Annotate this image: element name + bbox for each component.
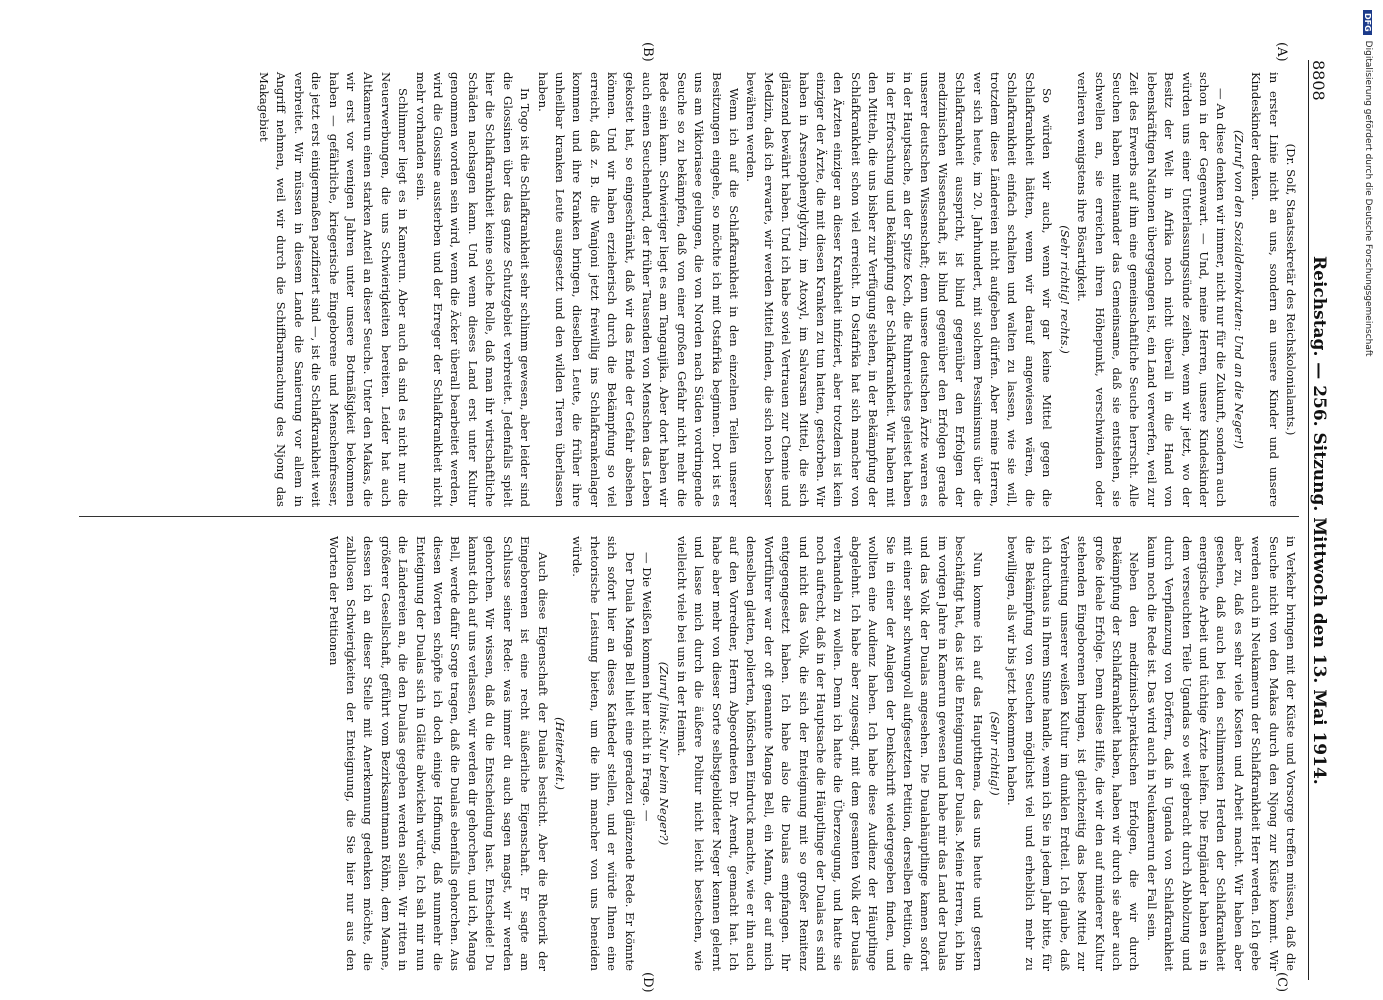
paragraph: — An diese denken wir immer, nicht nur für die Zukunft, sondern auch schon in der Gegenwart. — Und, meine Herren, unsere Kindeskinder würden uns einer Unterlassungssünde zeihen, wenn wir jetzt, wo der Besitz der Welt in Afrika noch nicht überall in die Hand von lebenskräftigen Nationen übergegangen ist, ein Land verwerfen, weil zur Zeit des Erwerbs auf ihm eine gemeinschaftliche Seuche herrscht. Alle Seuchen haben miteinander das Gemeinsame, daß sie entstehen, sie schwellen an, sie erreichen ihren Höhepunkt, verschwinden oder verlieren wenigstens ihre Bösartigkeit. (1075, 72, 1229, 507)
interjection: (Zuruf von den Sozialdemokraten: Und an die Neger!) (1231, 130, 1246, 449)
dfg-notice-text: Digitalisierung gefördert durch die Deutsche Forschungsgemeinschaft (1363, 40, 1373, 357)
interjection: (Sehr richtig!) (988, 711, 1003, 796)
paragraph: Neben den medizinisch-praktischen Erfolgen, die wir durch Bekämpfung der Schlafkrankheit haben, haben wir durch sie aber auch große ideale Erfolge. Denn diese Hilfe, die wir den auf minderer Kultur stehenden Eingeborenen bringen, ist gleichzeitig das beste Mittel zur Verbreitung unserer weißen Kultur im dunklen Erdteil. Ich glaube, daß ich durchaus in Ihrem Sinne handle, wenn ich Sie in jedem Jahr bitte, für die Bekämpfung von Seuchen möglichst viel und erheblich mehr zu bewilligen, als wir bis jetzt bekommen haben. (1005, 536, 1142, 971)
paragraph: Der Duala Manga Bell hielt eine geradezu glänzende Rede. Er könnte sich sofort hier an dieses Katheder stellen, und er würde Ihnen eine rhetorische Leistung bieten, um die ihn mancher von uns beneiden würde. (570, 536, 637, 971)
page-title: Reichstag. — 256. Sitzung. Mittwoch den 13. Mai 1914. (1309, 256, 1329, 785)
dfg-logo: DFG (1364, 10, 1373, 35)
paragraph: in erster Linie nicht an uns, sondern an unsere Kinder und unsere Kindeskinder denken. (1249, 72, 1281, 507)
interjection: (Zuruf links: Nur beim Neger?) (657, 661, 672, 846)
column-divider (79, 516, 1299, 517)
rotated-page (55, 40, 1355, 1000)
paragraph: In Togo ist die Schlafkrankheit sehr schlimm gewesen, aber leider sind die Glossinen über das ganze Schutzgebiet verbreitet. Jedenfalls spielt hier die Schlafkrankheit keine solche Rolle, daß man ihr wirtschaftliche Schäden nachsagen kann. Und wenn dieses Land erst unter Kultur genommen worden sein wird, wenn die Äcker überall bearbeitet werden, wird die Glossine aussterben und der Erreger der Schlafkrankheit nicht mehr vorhanden sein. (413, 72, 533, 507)
margin-marker-d: (D) (640, 972, 655, 993)
page-header (1308, 60, 1337, 980)
paragraph: — Die Weißen kommen hier nicht in Frage. — (639, 552, 654, 822)
paragraph: in Verkehr bringen mit der Küste und Vorsorge treffen müssen, daß die Seuche nicht von den Makas durch den Njong zur Küste kommt. Wir werden auch in Neukamerun der Schlafkrankheit Herr werden. Ich gebe aber zu, daß es sehr viele Kosten und Arbeit macht. Wir haben aber gesehen, daß auch bei den schlimmsten Herden der Schlafkrankheit energische Arbeit und tüchtige Ärzte helfen. Die Engländer haben es in dem verseuchten Teile Ugandas so weit gebracht durch Abholzung und durch Verpflanzung von Dörfern, daß in Uganda von Schlafkrankheit kaum noch die Rede ist. Das wird auch in Neukamerun der Fall sein. (1144, 536, 1298, 971)
margin-marker-c: (C) (1274, 972, 1289, 993)
margin-marker-b: (B) (640, 42, 655, 62)
paragraph: So würden wir auch, wenn wir gar keine Mittel gegen die Schlafkrankheit hätten, wenn wir darauf angewiesen wären, die Schlafkrankheit einfach schalten und walten zu lassen, wie sie will, trotzdem diese Ländereien nicht aufgeben dürfen. Aber meine Herren, wer sich heute, im 20. Jahrhundert, mit solchem Pessimismus über die Schlafkrankheit ausspricht, ist blind gegenüber den Erfolgen der medizinischen Wissenschaft, ist blind gegenüber den Erfolgen gerade unserer deutschen Wissenschaft; denn unsere deutschen Ärzte waren es in der Hauptsache, an der Spitze Koch, die Ruhmreiches geleistet haben in der Erforschung und Bekämpfung der Schlafkrankheit. Wir haben mit den Mitteln, die uns bisher zur Verfügung stehen, in der Bekämpfung der Schlafkrankheit schon viel erreicht. In Ostafrika hat sich mancher von den Ärzten einziger an dieser Krankheit infiziert, aber trotzdem ist kein einziger der Ärzte, die mit diesen Kranken zu tun hatten, gestorben. Wir haben in Arsenophenylglyzin, im Atoxyl, im Salvarsan Mittel, die sich glänzend bewährt haben. Und ich habe soviel Vertrauen zur Chemie und Medizin, daß ich erwarte, wir werden Mittel finden, die sich noch besser bewähren werden. (744, 72, 1055, 507)
interjection: (Sehr richtig! rechts.) (1057, 225, 1072, 354)
paragraph: Auch diese Eigenschaft der Dualas besticht. Aber die Rhetorik der Eingeborenen ist eine recht äußerliche Eigenschaft. Er sagte am Schlusse seiner Rede: was immer du auch sagen magst, wir werden gehorchen. Wir wissen, daß du die Entscheidung hast. Entscheide! Du kannst dich auf uns verlassen, wir werden dir gehorchen, und ich, Manga Bell, werde dafür Sorge tragen, daß die Dualas ebenfalls gehorchen. Aus diesen Worten schöpfte ich doch einige Hoffnung, daß nunmehr die Enteignung der Dualas sich in Glätte abwickeln würde. Ich sah mir nun die Ländereien an, die den Dualas gegeben werden sollen. Wir ritten in größerer Gesellschaft, geführt vom Bezirksamtmann Röhm, dem Manne, dessen ich an dieser Stelle mit Anerkennung gedenken möchte, die zahllosen Schwierigkeiten der Enteignung, die Sie hier nur aus den Worten der Petitionen (326, 536, 550, 971)
paragraph: Nun komme ich auf das Hauptthema, das uns heute und gestern beschäftigt hat, das ist die Enteignung der Dualas. Meine Herren, ich bin im vorigen Jahre in Kamerun gewesen und habe mir das Land der Dualas und das Volk der Dualas angesehen. Die Dualahäuptlinge kamen sofort mit einer sehr schwungvoll aufgesetzten Petition, derselben Petition, die Sie in einer der Anlagen der Denkschrift wiedergegeben finden, und wollten eine Audienz haben. Ich habe diese Audienz der Häuptlinge abgelehnt. Ich habe aber zugesagt, mit dem gesamten Volk der Dualas verhandeln zu wollen. Denn ich hatte die Überzeugung, und hatte sie noch aufrecht, daß in der Hauptsache die Häuptlinge der Dualas es sind und nicht das Volk, die sich der Enteignung mit so großer Renitenz entgegengesetzt haben. Ich habe also die Dualas empfangen. Ihr Wortführer war der oft genannte Manga Bell, ein Mann, der auf mich denselben glatten, polierten, höfischen Eindruck machte, wie er ihn auch auf den Vorredner, Herrn Abgeordneten Dr. Arendt, gemacht hat. Ich habe aber mehr von dieser Sorte selbstgebildeter Neger kennen gelernt und lasse mich durch die äußere Politur nicht leicht bestechen, wie vielleicht viele bei uns in der Heimat. (674, 536, 985, 971)
right-column (75, 536, 1299, 971)
interjection: (Heiterkeit.) (552, 717, 567, 790)
page-number: 8808 (1309, 60, 1328, 101)
margin-marker-a: (A) (1274, 42, 1289, 62)
paragraph: Wenn ich auf die Schlafkrankheit in den einzelnen Teilen unserer Besitzungen eingehe, so möchte ich mit Ostafrika beginnen. Dort ist es uns am Viktoriasee gelungen, die von Norden nach Süden vordringende Seuche so zu bekämpfen, daß von einer großen Gefahr nicht mehr die Rede sein kann. Schwieriger liegt es am Tanganjika. Aber dort haben wir auch einen Seuchenherd, der früher Tausenden von Menschen das Leben gekostet hat, so eingeschränkt, daß wir das Ende der Gefahr absehen können. Und wir haben erzieherisch durch die Bekämpfung so viel erreicht, daß z. B. die Wanjoni jetzt freiwillig ins Schlafkrankenlager kommen und ihre Kranken bringen, dieselben Leute, die früher ihre unheilbar kranken Leute ausgesetzt und den wilden Tieren überlassen haben. (535, 72, 741, 507)
dfg-notice (1360, 10, 1376, 990)
speaker-note: (Dr. Solf, Staatssekretär des Reichskolonialamts.) (1284, 143, 1298, 436)
left-column (75, 72, 1299, 507)
paragraph: Schlimmer liegt es in Kamerun. Aber auch da sind es nicht nur die Neuerwerbungen, die uns Schwierigkeiten bereiten. Leider hat auch Altkamerun einen starken Anteil an dieser Seuche. Unter den Makas, die wir erst vor wenigen Jahren unter unsere Botmäßigkeit bekommen haben — gefährliche, kriegerische Eingeborene und Menschenfresser, die jetzt erst einigermaßen pazifiziert sind —, ist die Schlafkrankheit weit verbreitet. Wir müssen in diesem Lande die Sanierung vor allem in Angriff nehmen, weil wir durch die Schiffbarmachung des Njong das Makagebiet (257, 72, 411, 507)
